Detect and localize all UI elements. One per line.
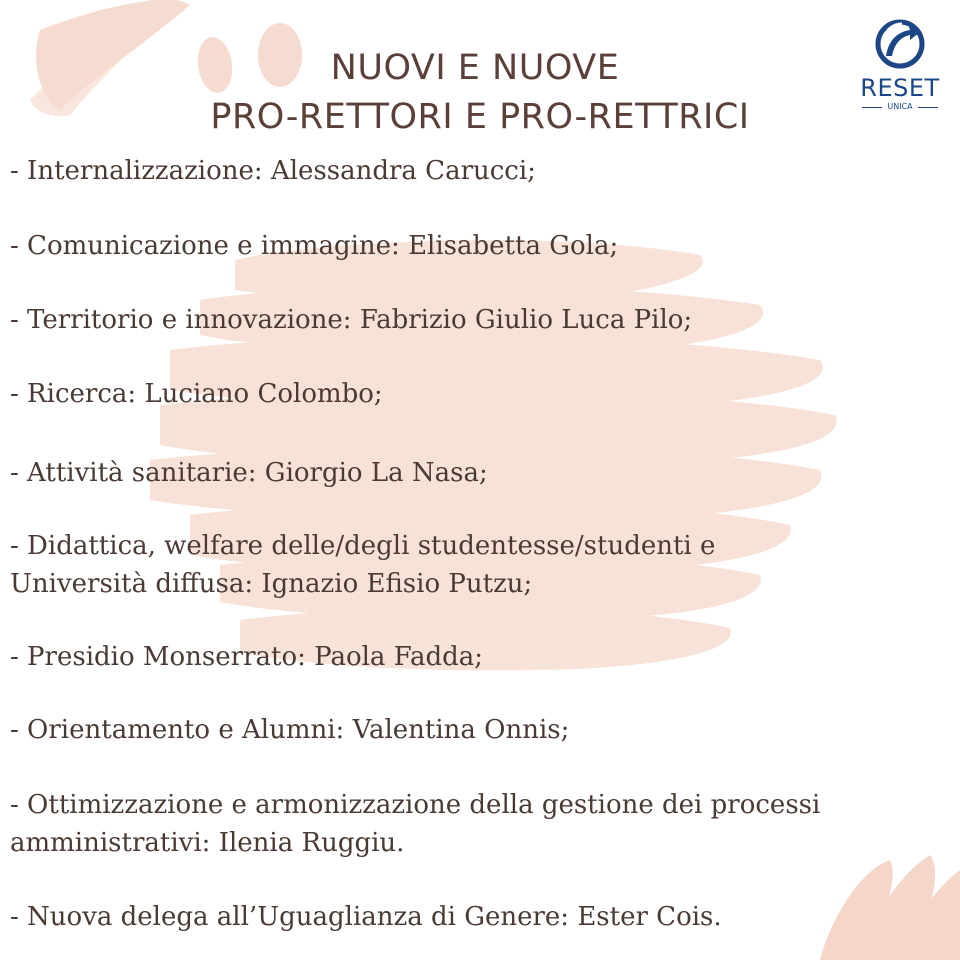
list-item: [10, 898, 945, 936]
logo-name: RESET: [860, 74, 940, 102]
list-item: [10, 786, 945, 862]
list-item-text: - Presidio Monserrato: Paola Fadda;: [10, 642, 484, 672]
list-item: [10, 638, 945, 676]
list-item-text-continued: Università diffusa: Ignazio Efisio Putzu;: [10, 569, 533, 599]
list-item-text: - Comunicazione e immagine: Elisabetta Gola;: [10, 231, 619, 261]
page-title-line-2: PRO-RETTORI E PRO-RETTRICI: [210, 97, 750, 137]
list-item: [10, 711, 945, 749]
logo-subtitle: UNICA: [887, 102, 913, 111]
list-item-text: - Ricerca: Luciano Colombo;: [10, 379, 383, 409]
list-item-text: - Didattica, welfare delle/degli studentesse/studenti e: [10, 531, 716, 561]
list-item-text: - Internalizzazione: Alessandra Carucci;: [10, 156, 536, 186]
list-item-text: - Territorio e innovazione: Fabrizio Giulio Luca Pilo;: [10, 305, 693, 335]
list-item-text: - Ottimizzazione e armonizzazione della gestione dei processi: [10, 790, 821, 820]
list-item-text: - Orientamento e Alumni: Valentina Onnis;: [10, 715, 570, 745]
list-item: [10, 527, 945, 603]
list-item: [10, 375, 945, 413]
list-item: [10, 152, 945, 190]
list-item: [10, 301, 945, 339]
list-item-text: - Attività sanitarie: Giorgio La Nasa;: [10, 458, 488, 488]
page-title-line-1: NUOVI E NUOVE: [330, 48, 620, 88]
list-item: [10, 227, 945, 265]
list-item: [10, 454, 945, 492]
list-item-text-continued: amministrativi: Ilenia Ruggiu.: [10, 828, 405, 858]
list-item-text: - Nuova delega all’Uguaglianza di Genere: Ester Cois.: [10, 902, 722, 932]
